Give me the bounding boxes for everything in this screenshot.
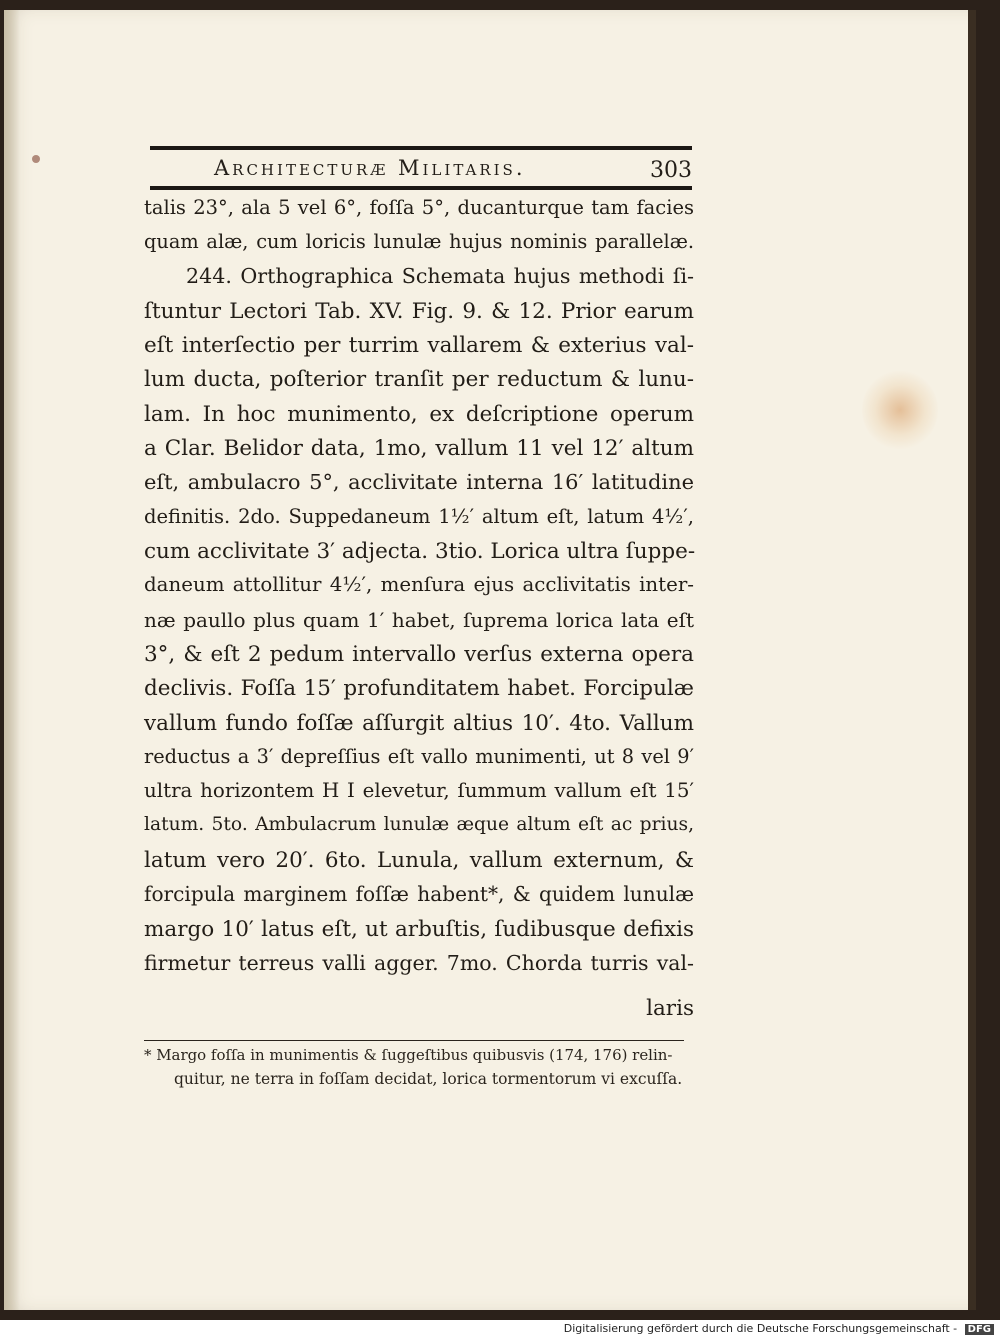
header-rule-top [150, 146, 692, 150]
text-line: cum acclivitate 3′ adjecta. 3tio. Lorica ultra ſuppe- [144, 539, 696, 564]
header-rule-bottom [150, 186, 692, 190]
text-line: 3°, & eſt 2 pedum intervallo verſus externa opera [144, 642, 694, 667]
digitization-credit [564, 1322, 994, 1335]
running-head [150, 152, 692, 186]
text-line: latum. 5to. Ambulacrum lunulæ æque altum eſt ac prius, [144, 814, 694, 835]
text-line: firmetur terreus valli agger. 7mo. Chorda turris val- [144, 951, 694, 975]
text-line: a Clar. Belidor data, 1mo, vallum 11 vel 12′ altum [144, 436, 694, 461]
footnote-rule [144, 1040, 684, 1041]
text-line: reductus a 3′ depreſſius eſt vallo munimenti, ut 8 vel 9′ [144, 745, 694, 768]
footnote-line: * Margo foſſa in munimentis & ſuggeſtibus quibusvis (174, 176) relin- [144, 1046, 673, 1064]
text-line: ſtuntur Lectori Tab. XV. Fig. 9. & 12. Prior earum [144, 299, 694, 324]
text-line: margo 10′ latus eſt, ut arbuſtis, ſudibusque defixis [144, 917, 694, 942]
text-line: næ paullo plus quam 1′ habet, ſuprema lorica lata eſt [144, 608, 694, 632]
text-line: eſt, ambulacro 5°, acclivitate interna 16′ latitudine [144, 470, 694, 494]
text-line: quam alæ, cum loricis lunulæ hujus nominis parallelæ. [144, 230, 694, 253]
text-line: ultra horizontem H I elevetur, ſummum vallum eſt 15′ [144, 779, 694, 802]
text-line: declivis. Foſſa 15′ profunditatem habet. Forcipulæ [144, 676, 694, 701]
dfg-logo: DFG [965, 1324, 994, 1335]
page-number: 303 [650, 158, 692, 183]
footnote-line: quitur, ne terra in foſſam decidat, lorica tormentorum vi excuſſa. [174, 1070, 683, 1088]
text-line: lam. In hoc munimento, ex deſcriptione operum [144, 402, 694, 427]
page-gutter-shading [4, 10, 20, 1310]
text-line: latum vero 20′. 6to. Lunula, vallum externum, & [144, 848, 694, 873]
text-line: lum ducta, poſterior tranſit per reductum & lunu- [144, 367, 694, 392]
text-line: daneum attollitur 4½′, menſura ejus acclivitatis inter- [144, 573, 694, 596]
text-line: forcipula marginem foſſæ habent*, & quidem lunulæ [144, 882, 694, 906]
text-line: 244. Orthographica Schemata hujus methodi ſi- [186, 264, 694, 288]
page-edge-shadow [968, 10, 976, 1310]
text-line: eſt interſectio per turrim vallarem & exterius val- [144, 333, 694, 358]
foxing-stain [862, 370, 938, 450]
catchword: laris [646, 996, 694, 1021]
text-line: talis 23°, ala 5 vel 6°, foſſa 5°, ducanturque tam facies [144, 196, 694, 219]
credit-text: Digitalisierung gefördert durch die Deutsche Forschungsgemeinschaft - [563, 1322, 958, 1335]
text-line: definitis. 2do. Suppedaneum 1½′ altum eſt, latum 4½′, [144, 505, 694, 528]
ink-spot [32, 155, 40, 163]
text-line: vallum fundo foſſæ aſſurgit altius 10′. 4to. Vallum [144, 711, 694, 736]
running-title: Architecturæ Militaris. [214, 156, 526, 180]
